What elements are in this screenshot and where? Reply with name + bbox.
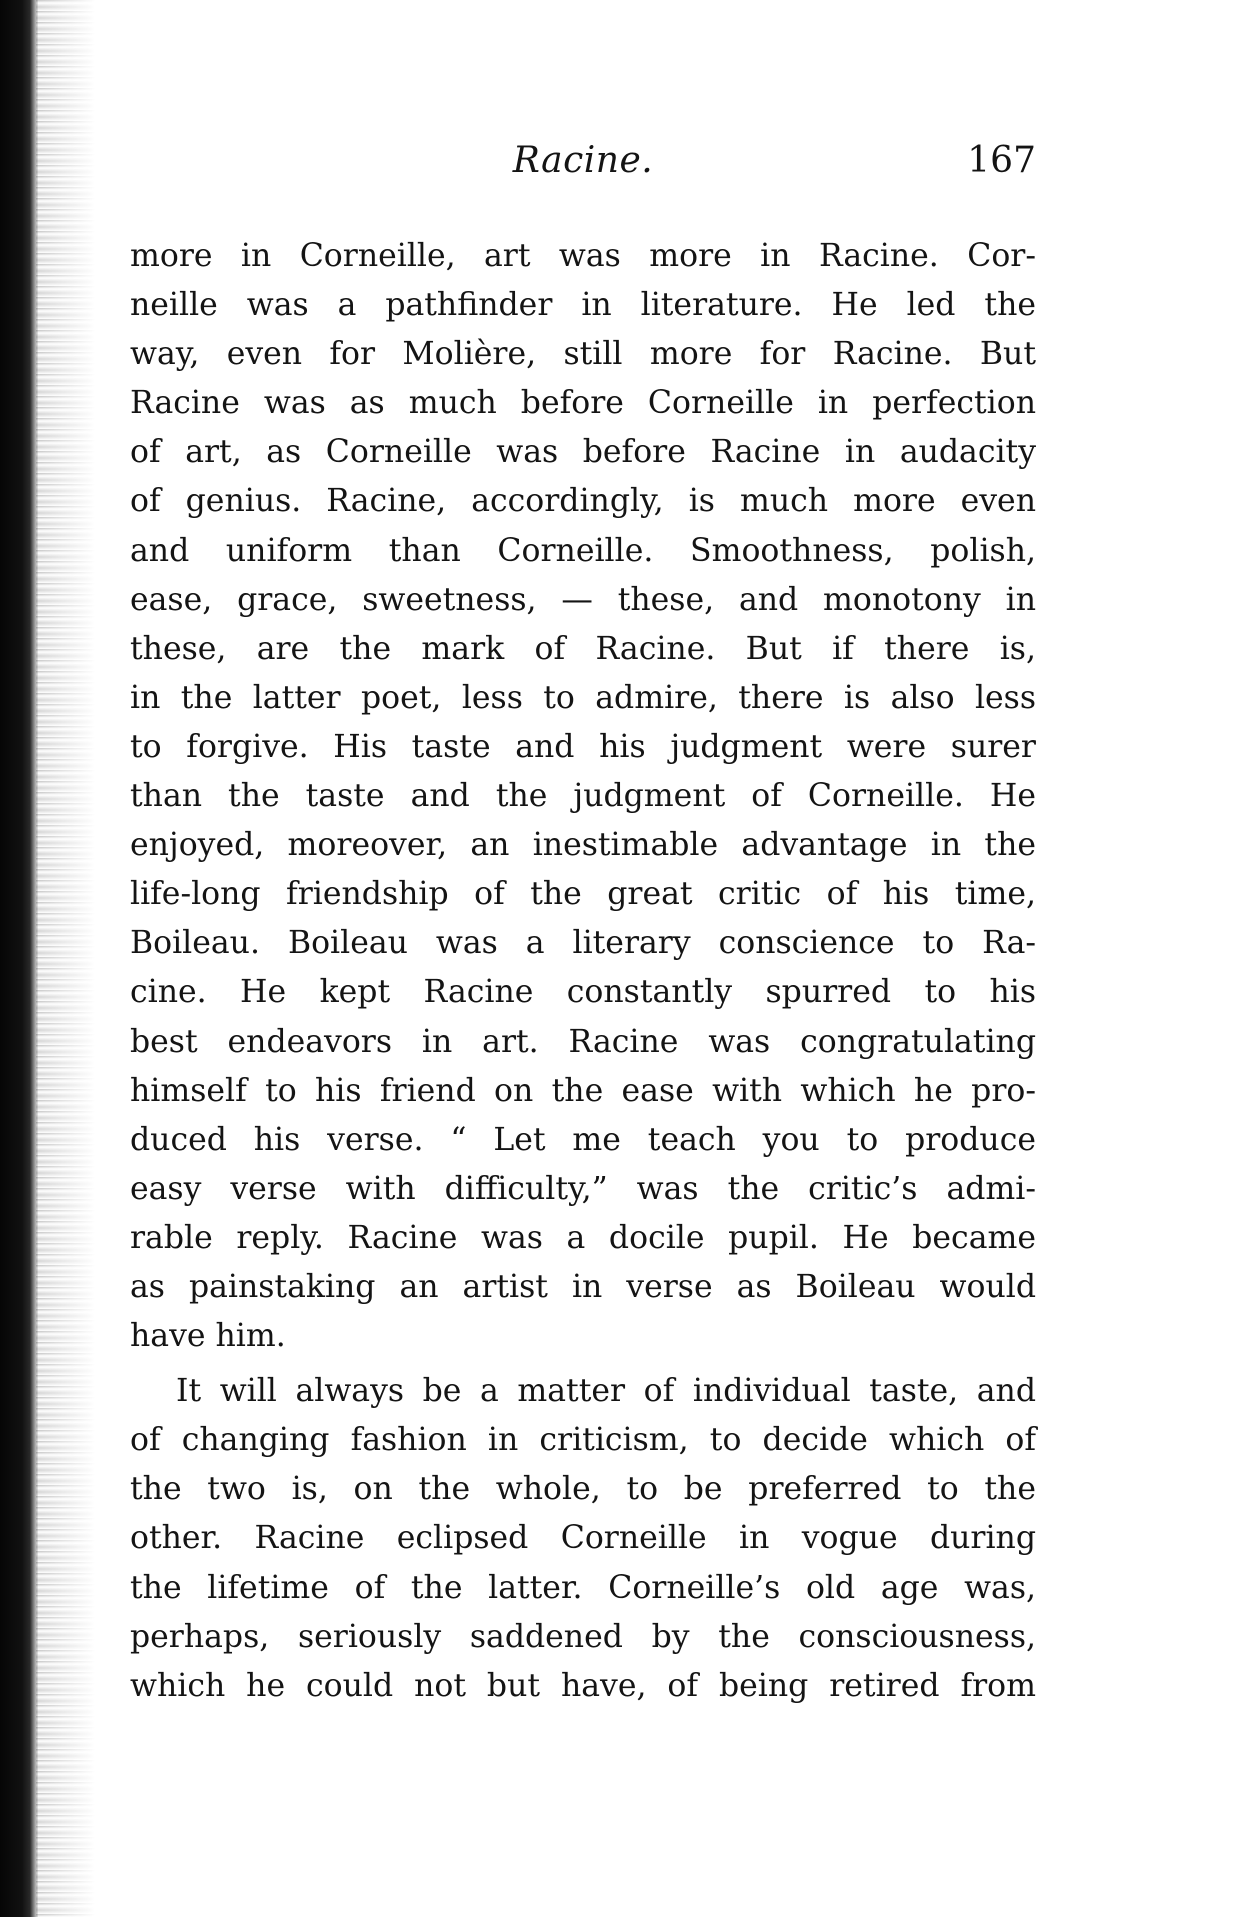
text-line: perhaps, seriously saddened by the consciousness, [130, 1618, 1036, 1655]
page-number: 167 [967, 140, 1036, 181]
body-text [130, 232, 1036, 1711]
text-line: the two is, on the whole, to be preferred to the [130, 1471, 1036, 1508]
text-line: Racine was as much before Corneille in perfection [130, 385, 1036, 422]
text-line: have him. [130, 1318, 286, 1355]
text-line: which he could not but have, of being retired from [130, 1667, 1036, 1704]
text-line: of changing fashion in criticism, to decide which of [130, 1422, 1036, 1459]
text-line: of art, as Corneille was before Racine in audacity [130, 434, 1036, 471]
text-line: in the latter poet, less to admire, there is also less [130, 679, 1036, 716]
text-line: as painstaking an artist in verse as Boileau would [130, 1268, 1036, 1305]
text-line: other. Racine eclipsed Corneille in vogue during [130, 1520, 1036, 1557]
text-line: life-long friendship of the great critic of his time, [130, 876, 1036, 913]
binding-shadow [36, 0, 96, 1917]
text-line: himself to his friend on the ease with which he pro- [130, 1072, 1036, 1109]
text-line: It will always be a matter of individual taste, and [176, 1373, 1036, 1410]
text-line: cine. He kept Racine constantly spurred to his [130, 974, 1036, 1011]
paragraph-2 [130, 1367, 1036, 1711]
text-line: than the taste and the judgment of Corneille. He [130, 778, 1036, 815]
text-line: duced his verse. “ Let me teach you to produce [130, 1121, 1036, 1158]
text-line: rable reply. Racine was a docile pupil. He became [130, 1219, 1036, 1256]
text-line: enjoyed, moreover, an inestimable advantage in the [130, 827, 1036, 864]
text-line: the lifetime of the latter. Corneille’s old age was, [130, 1569, 1036, 1606]
running-title: Racine. [512, 140, 654, 181]
text-line: these, are the mark of Racine. But if there is, [130, 630, 1036, 667]
paragraph-1 [130, 232, 1036, 1361]
text-line: best endeavors in art. Racine was congratulating [130, 1023, 1036, 1060]
text-line: way, even for Molière, still more for Racine. But [130, 336, 1036, 373]
text-line: to forgive. His taste and his judgment were surer [130, 728, 1036, 765]
text-line: easy verse with difficulty,” was the critic’s admi- [130, 1170, 1036, 1207]
text-line: more in Corneille, art was more in Racine. Cor- [130, 238, 1036, 274]
binding-edge [0, 0, 38, 1917]
text-line: of genius. Racine, accordingly, is much more even [130, 483, 1036, 520]
text-line: and uniform than Corneille. Smoothness, polish, [130, 532, 1036, 569]
text-line: Boileau. Boileau was a literary conscience to Ra- [130, 925, 1036, 962]
text-line: neille was a pathfinder in literature. He led the [130, 287, 1036, 324]
page-header [130, 140, 1036, 190]
text-line: ease, grace, sweetness, — these, and monotony in [130, 581, 1036, 618]
